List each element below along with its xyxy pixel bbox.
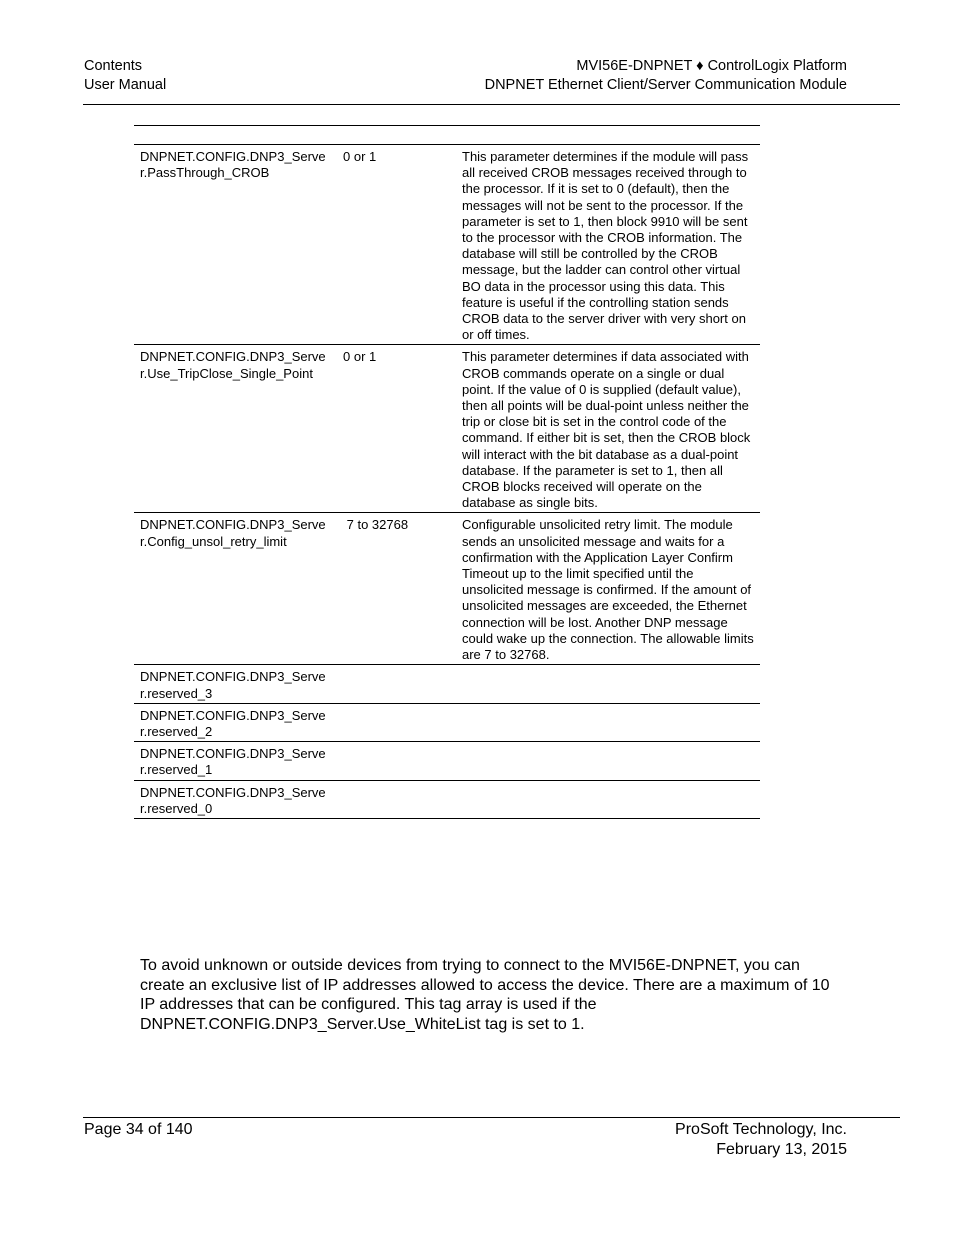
table-row xyxy=(134,145,760,345)
tag-name-cell: DNPNET.CONFIG.DNP3_Server.reserved_1 xyxy=(134,742,337,780)
header-right xyxy=(485,57,847,95)
description-cell: This parameter determines if data associated with CROB commands operate on a single or dual point. If the value of 0 is supplied (default value), then all points will be dual-point unless neither the trip or close bit is set in the control code of the command. If either bit is set, then the CROB block will interact with the bit database as a dual-point database. If the parameter is set to 1, then all CROB blocks received will operate on the database as single bits. xyxy=(454,345,760,513)
table-row xyxy=(134,780,760,818)
header-module: DNPNET Ethernet Client/Server Communication Module xyxy=(484,77,847,93)
table-row xyxy=(134,513,760,665)
description-cell xyxy=(454,780,760,818)
page-number: Page 34 of 140 xyxy=(84,1121,193,1138)
tag-name-cell: DNPNET.CONFIG.DNP3_Server.reserved_3 xyxy=(134,665,337,703)
tag-name-cell: DNPNET.CONFIG.DNP3_Server.PassThrough_CROB xyxy=(134,145,337,345)
description-cell: This parameter determines if the module will pass all received CROB messages received through to the processor. If it is set to 0 (default), then the messages will not be sent to the processor. If the parameter is set to 1, then block 9910 will be sent to the processor with the CROB information. The database will still be controlled by the CROB message, but the ladder can control other virtual BO data in the processor using this data. This feature is useful if the controlling station sends CROB data to the server driver with very short on or off times. xyxy=(454,145,760,345)
table-row xyxy=(134,345,760,513)
tag-name-cell: DNPNET.CONFIG.DNP3_Server.Use_TripClose_Single_Point xyxy=(134,345,337,513)
table-header-row xyxy=(134,126,760,145)
description-cell xyxy=(454,665,760,703)
description-cell xyxy=(454,742,760,780)
range-cell: 0 or 1 xyxy=(337,145,454,345)
description-cell xyxy=(454,703,760,741)
header-section: Contents xyxy=(84,58,143,74)
header-product: MVI56E-DNPNET ♦ ControlLogix Platform xyxy=(576,58,847,74)
header-doc-type: User Manual xyxy=(84,77,167,93)
range-cell xyxy=(337,703,454,741)
description-cell: Configurable unsolicited retry limit. The module sends an unsolicited message and waits for a confirmation with the Application Layer Confirm Timeout up to the limit specified until the unsolicited message is confirmed. If the amount of unsolicited messages are exceeded, the Ethernet connection will be lost. Another DNP message could wake up the connection. The allowable limits are 7 to 32768. xyxy=(454,513,760,665)
footer-divider xyxy=(83,1117,900,1118)
range-cell xyxy=(337,780,454,818)
tag-name-cell: DNPNET.CONFIG.DNP3_Server.reserved_2 xyxy=(134,703,337,741)
header-divider xyxy=(83,104,900,105)
footer-right xyxy=(675,1120,847,1160)
header-left xyxy=(84,57,166,95)
range-cell xyxy=(337,742,454,780)
body-paragraph: To avoid unknown or outside devices from trying to connect to the MVI56E-DNPNET, you can create an exclusive list of IP addresses allowed to access the device. There are a maximum of 10 IP addresses that can be configured. This tag array is used if the DNPNET.CONFIG.DNP3_Server.Use_WhiteList tag is set to 1. xyxy=(140,957,830,1033)
table-row xyxy=(134,665,760,703)
config-parameter-table xyxy=(134,125,760,819)
range-cell: 0 or 1 xyxy=(337,345,454,513)
table-row xyxy=(134,742,760,780)
range-cell: 7 to 32768 xyxy=(337,513,454,665)
range-cell xyxy=(337,665,454,703)
table-row xyxy=(134,703,760,741)
footer-date: February 13, 2015 xyxy=(716,1141,847,1158)
footer-company: ProSoft Technology, Inc. xyxy=(675,1121,847,1138)
tag-name-cell: DNPNET.CONFIG.DNP3_Server.Config_unsol_retry_limit xyxy=(134,513,337,665)
tag-name-cell: DNPNET.CONFIG.DNP3_Server.reserved_0 xyxy=(134,780,337,818)
